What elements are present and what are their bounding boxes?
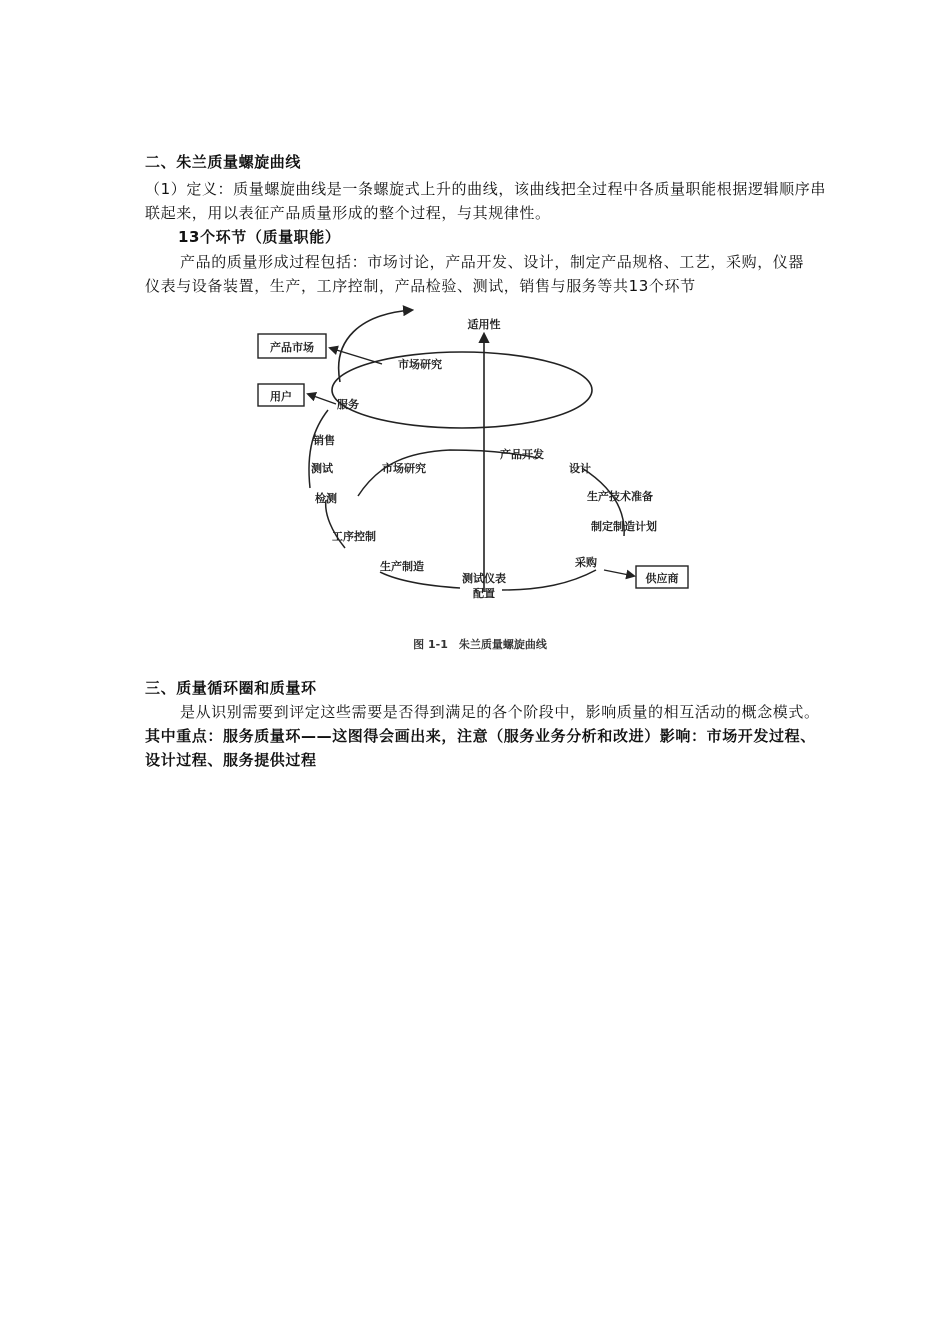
market-box-label: 产品市场 [270,341,314,354]
section2-heading: 二、朱兰质量螺旋曲线 [145,153,302,171]
sales-label: 销售 [313,434,335,447]
definition-line-1: （1）定义：质量螺旋曲线是一条螺旋式上升的曲线，该曲线把全过程中各质量职能根据逻辑顺序串 [145,180,826,198]
lower-loop-bottom-right [502,570,596,590]
top-label: 适用性 [467,318,501,331]
lower-loop-bottom-left [380,572,460,588]
lower-market-research: 市场研究 [382,462,426,475]
instrument-label-1: 测试仪表 [462,572,506,585]
process-control-label: 工序控制 [332,530,376,543]
arrow-to-user [308,394,336,404]
product-dev-label: 产品开发 [500,448,544,461]
upper-market-research: 市场研究 [398,358,442,371]
process-line-1: 产品的质量形成过程包括：市场讨论，产品开发、设计，制定产品规格、工艺，采购，仪器 [180,253,805,271]
emphasis-line-2: 设计过程、服务提供过程 [145,751,317,769]
section3-heading: 三、质量循环圈和质量环 [145,679,317,697]
service-label: 服务 [337,398,359,411]
tech-prep-label: 生产技术准备 [587,490,653,503]
definition-line-2: 联起来，用以表征产品质量形成的整个过程，与其规律性。 [145,204,551,222]
procurement-label: 采购 [575,556,597,569]
upper-ellipse [332,352,592,428]
testing-label: 测试 [311,462,333,475]
emphasis-line-1: 其中重点：服务质量环——这图得会画出来，注意（服务业务分析和改进）影响：市场开发过程、 [145,727,816,745]
juran-spiral-figure [240,300,720,662]
design-label: 设计 [569,462,591,475]
user-box-label: 用户 [270,390,292,403]
section2-subheading: 13个环节（质量职能） [178,228,341,246]
figure-caption: 图 1-1 朱兰质量螺旋曲线 [413,638,547,651]
supplier-box-label: 供应商 [645,572,679,585]
left-rising-curve [309,410,328,488]
production-label: 生产制造 [380,560,424,573]
process-line-2: 仪表与设备装置，生产，工序控制，产品检验、测试，销售与服务等共13个环节 [145,277,696,295]
arrow-to-supplier [604,570,634,576]
arrow-to-market [330,348,382,364]
spiral-diagram [240,300,720,662]
inspection-label: 检测 [315,492,337,505]
section3-body: 是从识别需要到评定这些需要是否得到满足的各个阶段中，影响质量的相互活动的概念模式。 [180,703,820,721]
manufacturing-plan-label: 制定制造计划 [591,520,657,533]
instrument-label-2: 配置 [473,587,495,600]
